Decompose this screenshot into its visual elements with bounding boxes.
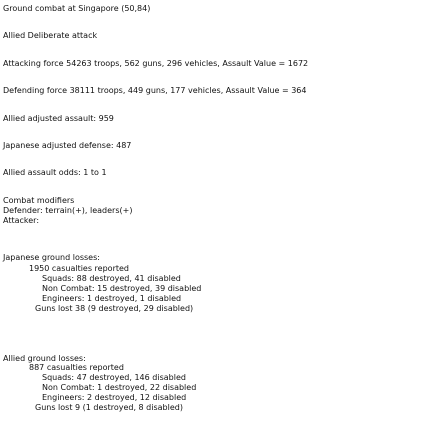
japanese-losses-heading: Japanese ground losses: bbox=[3, 253, 100, 262]
japanese-casualties: 1950 casualties reported bbox=[29, 264, 129, 273]
japanese-engineer-losses: Engineers: 1 destroyed, 1 disabled bbox=[42, 294, 182, 303]
allied-engineer-losses: Engineers: 2 destroyed, 12 disabled bbox=[42, 393, 187, 402]
allied-gun-losses: Guns lost 9 (1 destroyed, 8 disabled) bbox=[35, 403, 183, 412]
attacking-force: Attacking force 54263 troops, 562 guns, 296 vehicles, Assault Value = 1672 bbox=[3, 59, 309, 68]
combat-modifiers-heading: Combat modifiers bbox=[3, 196, 75, 205]
japanese-squad-losses: Squads: 88 destroyed, 41 disabled bbox=[42, 274, 181, 283]
allied-noncombat-losses: Non Combat: 1 destroyed, 22 disabled bbox=[42, 383, 197, 392]
japanese-adjusted-defense: Japanese adjusted defense: 487 bbox=[3, 141, 132, 150]
attacker-modifiers: Attacker: bbox=[3, 216, 40, 225]
allied-adjusted-assault: Allied adjusted assault: 959 bbox=[3, 114, 114, 123]
allied-casualties: 887 casualties reported bbox=[29, 363, 124, 372]
allied-assault-odds: Allied assault odds: 1 to 1 bbox=[3, 168, 107, 177]
defending-force: Defending force 38111 troops, 449 guns, 177 vehicles, Assault Value = 364 bbox=[3, 86, 307, 95]
japanese-noncombat-losses: Non Combat: 15 destroyed, 39 disabled bbox=[42, 284, 202, 293]
allied-squad-losses: Squads: 47 destroyed, 146 disabled bbox=[42, 373, 186, 382]
allied-losses-heading: Allied ground losses: bbox=[3, 354, 86, 363]
attack-type: Allied Deliberate attack bbox=[3, 31, 98, 40]
japanese-gun-losses: Guns lost 38 (9 destroyed, 29 disabled) bbox=[35, 304, 194, 313]
report-title: Ground combat at Singapore (50,84) bbox=[3, 4, 151, 13]
defender-modifiers: Defender: terrain(+), leaders(+) bbox=[3, 206, 133, 215]
